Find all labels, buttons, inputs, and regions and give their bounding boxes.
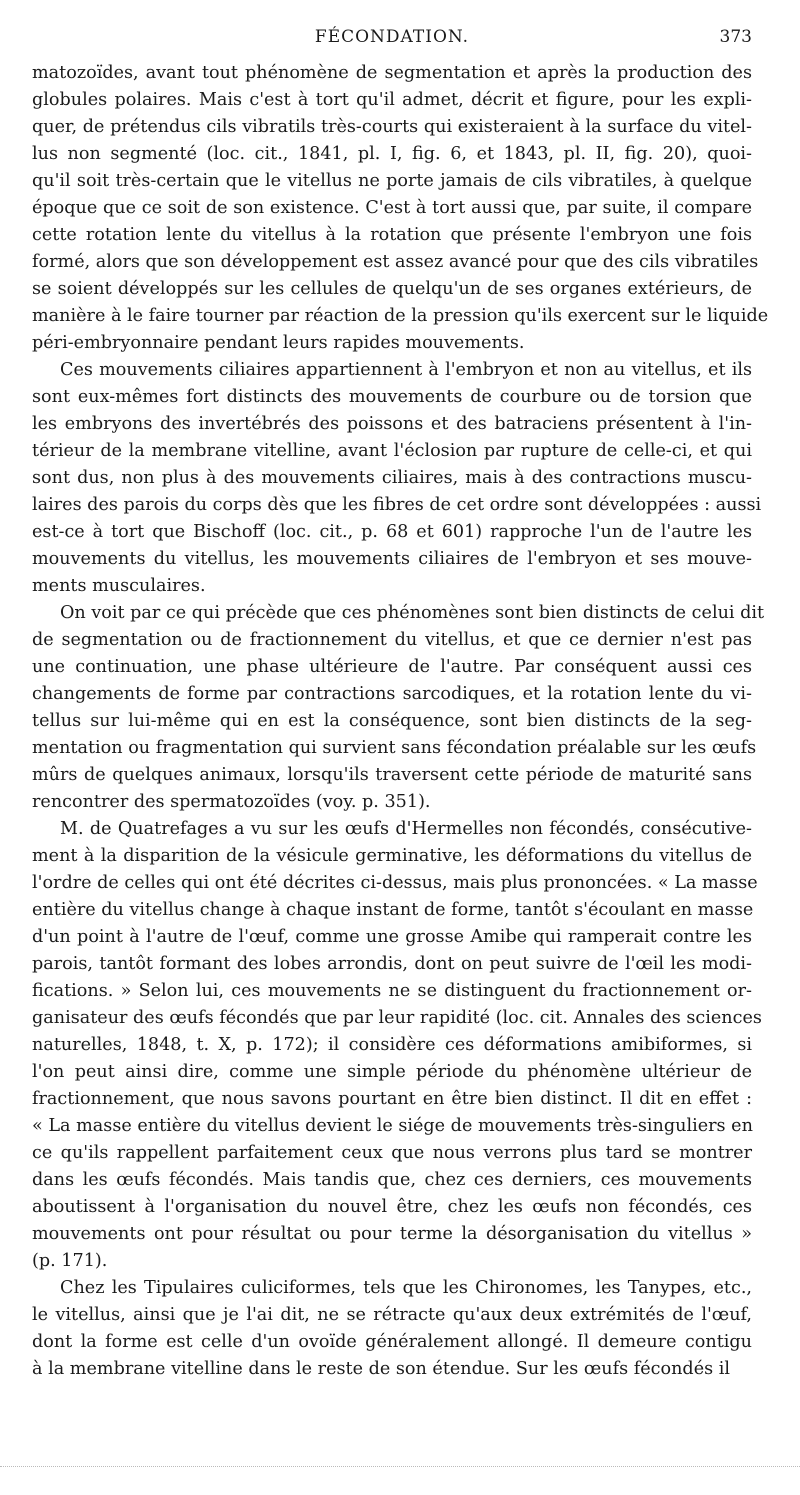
text-line: manière à le faire tourner par réaction de la pression qu'ils exercent sur le liquide bbox=[32, 306, 769, 326]
text-line: ganisateur des œufs fécondés que par leur rapidité (loc. cit. Annales des sciences bbox=[32, 1008, 762, 1028]
text-line: ments musculaires. bbox=[32, 576, 206, 596]
text-line: térieur de la membrane vitelline, avant l'éclosion par rupture de celle-ci, et qui bbox=[32, 441, 752, 461]
text-line: ce qu'ils rappellent parfaitement ceux que nous verrons plus tard se montrer bbox=[32, 1143, 752, 1163]
text-line: qu'il soit très-certain que le vitellus ne porte jamais de cils vibratiles, à quelque bbox=[32, 171, 752, 191]
text-line: dont la forme est celle d'un ovoïde généralement allongé. Il demeure contigu bbox=[32, 1332, 752, 1352]
text-line: est-ce à tort que Bischoff (loc. cit., p. 68 et 601) rapproche l'un de l'autre les bbox=[32, 522, 752, 542]
text-line: changements de forme par contractions sarcodiques, et la rotation lente du vi- bbox=[32, 684, 752, 704]
text-line: M. de Quatrefages a vu sur les œufs d'Hermelles non fécondés, consécutive- bbox=[60, 819, 752, 839]
text-line: mouvements du vitellus, les mouvements ciliaires de l'embryon et ses mouve- bbox=[32, 549, 752, 569]
text-line: le vitellus, ainsi que je l'ai dit, ne se rétracte qu'aux deux extrémités de l'œuf, bbox=[32, 1305, 752, 1325]
text-line: mûrs de quelques animaux, lorsqu'ils traversent cette période de maturité sans bbox=[32, 765, 752, 785]
text-line: lus non segmenté (loc. cit., 1841, pl. I, fig. 6, et 1843, pl. II, fig. 20), quoi- bbox=[32, 144, 752, 164]
text-line: naturelles, 1848, t. X, p. 172); il considère ces déformations amibiformes, si bbox=[32, 1035, 752, 1055]
text-line: cette rotation lente du vitellus à la rotation que présente l'embryon une fois bbox=[32, 225, 752, 245]
text-line: fractionnement, que nous savons pourtant en être bien distinct. Il dit en effet : bbox=[32, 1089, 752, 1109]
text-line: rencontrer des spermatozoïdes (voy. p. 351). bbox=[32, 792, 431, 812]
text-line: aboutissent à l'organisation du nouvel être, chez les œufs non fécondés, ces bbox=[32, 1197, 752, 1217]
text-line: parois, tantôt formant des lobes arrondis, dont on peut suivre de l'œil les modi- bbox=[32, 954, 752, 974]
paragraph bbox=[32, 1275, 752, 1383]
text-line: entière du vitellus change à chaque instant de forme, tantôt s'écoulant en masse bbox=[32, 900, 754, 920]
text-line: sont eux-mêmes fort distincts des mouvements de courbure ou de torsion que bbox=[32, 387, 752, 407]
text-line: Ces mouvements ciliaires appartiennent à l'embryon et non au vitellus, et ils bbox=[60, 360, 752, 380]
page-number: 373 bbox=[719, 27, 752, 47]
paragraph bbox=[32, 357, 762, 600]
text-line: de segmentation ou de fractionnement du vitellus, et que ce dernier n'est pas bbox=[32, 630, 752, 650]
body-text bbox=[32, 60, 769, 1383]
paragraph bbox=[32, 600, 765, 816]
text-line: Chez les Tipulaires culiciformes, tels que les Chironomes, les Tanypes, etc., bbox=[60, 1278, 752, 1298]
text-line: époque que ce soit de son existence. C'est à tort aussi que, par suite, il compare bbox=[32, 198, 752, 218]
bottom-dotted-rule bbox=[0, 1460, 800, 1467]
text-line: matozoïdes, avant tout phénomène de segmentation et après la production des bbox=[32, 63, 752, 83]
text-line: les embryons des invertébrés des poissons et des batraciens présentent à l'in- bbox=[32, 414, 752, 434]
text-line: mentation ou fragmentation qui survient sans fécondation préalable sur les œufs bbox=[32, 738, 757, 758]
text-line: quer, de prétendus cils vibratils très-courts qui existeraient à la surface du vitel- bbox=[32, 117, 752, 137]
text-line: laires des parois du corps dès que les fibres de cet ordre sont développées : aussi bbox=[32, 495, 762, 515]
text-line: « La masse entière du vitellus devient le siége de mouvements très-singuliers en bbox=[32, 1116, 753, 1136]
text-line: se soient développés sur les cellules de quelqu'un de ses organes extérieurs, de bbox=[32, 279, 752, 299]
text-line: l'on peut ainsi dire, comme une simple période du phénomène ultérieur de bbox=[32, 1062, 752, 1082]
running-title: FÉCONDATION. bbox=[314, 27, 470, 47]
page-header bbox=[32, 27, 752, 57]
text-line: à la membrane vitelline dans le reste de son étendue. Sur les œufs fécondés il bbox=[32, 1359, 730, 1379]
text-line: tellus sur lui-même qui en est la conséquence, sont bien distincts de la seg- bbox=[32, 711, 752, 731]
text-line: fications. » Selon lui, ces mouvements ne se distinguent du fractionnement or- bbox=[32, 981, 752, 1001]
text-line: On voit par ce qui précède que ces phénomènes sont bien distincts de celui dit bbox=[60, 603, 765, 623]
text-line: dans les œufs fécondés. Mais tandis que, chez ces derniers, ces mouvements bbox=[32, 1170, 752, 1190]
text-line: péri-embryonnaire pendant leurs rapides mouvements. bbox=[32, 333, 525, 353]
paragraph bbox=[32, 60, 769, 357]
text-line: sont dus, non plus à des mouvements ciliaires, mais à des contractions muscu- bbox=[32, 468, 752, 488]
text-line: globules polaires. Mais c'est à tort qu'il admet, décrit et figure, pour les expli- bbox=[32, 90, 752, 110]
text-line: mouvements ont pour résultat ou pour terme la désorganisation du vitellus » bbox=[32, 1224, 752, 1244]
text-line: ment à la disparition de la vésicule germinative, les déformations du vitellus de bbox=[32, 846, 752, 866]
text-line: l'ordre de celles qui ont été décrites ci-dessus, mais plus prononcées. « La masse bbox=[32, 873, 758, 893]
text-line: formé, alors que son développement est assez avancé pour que des cils vibratiles bbox=[32, 252, 759, 272]
text-line: (p. 171). bbox=[32, 1251, 108, 1271]
paragraph bbox=[32, 816, 762, 1275]
text-line: d'un point à l'autre de l'œuf, comme une grosse Amibe qui ramperait contre les bbox=[32, 927, 752, 947]
text-line: une continuation, une phase ultérieure de l'autre. Par conséquent aussi ces bbox=[32, 657, 752, 677]
